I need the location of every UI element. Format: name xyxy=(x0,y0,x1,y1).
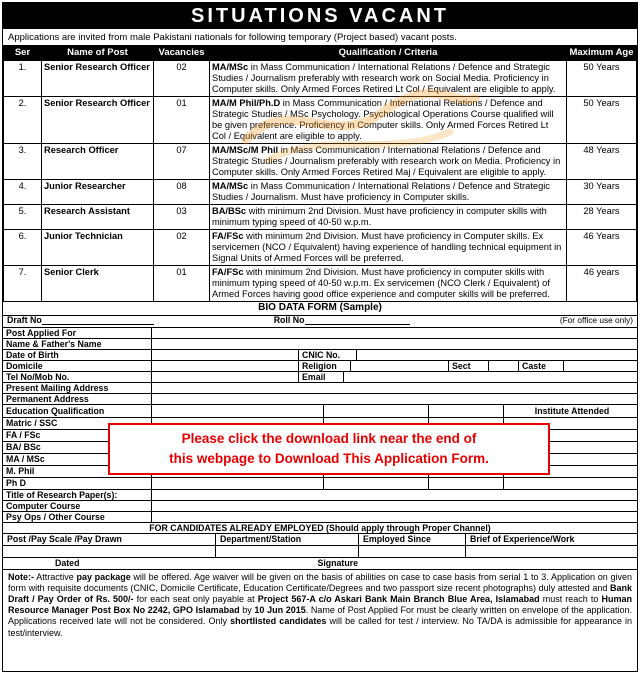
ba-bsc-label: BA/ BSc xyxy=(6,441,41,452)
phd-cell xyxy=(151,478,323,489)
cnic-field xyxy=(356,350,637,360)
sect-field xyxy=(488,361,518,371)
post-name-cell: Senior Clerk xyxy=(42,265,154,301)
qualification-cell xyxy=(210,144,567,180)
roll-no-line xyxy=(305,318,410,325)
form-row-tel-email xyxy=(3,371,637,382)
phd-label: Ph D xyxy=(6,477,27,488)
email-field xyxy=(343,372,637,382)
ser-cell: 5. xyxy=(4,205,42,230)
email-label: Email xyxy=(298,372,343,382)
download-notice-line2: this webpage to Download This Application Form. xyxy=(169,451,489,466)
phd-cell xyxy=(503,478,637,489)
research-papers-field xyxy=(151,490,637,500)
ser-cell: 4. xyxy=(4,180,42,205)
qualification-text: in Mass Communication / International Relations / Defence and Strategic Studies / Journalism preferably with research work on Social Media. Proficiency in Computer skills. Only Armed Forces Retired Lt Col / Equivalent are eligible to apply. xyxy=(212,62,556,95)
advert-page xyxy=(2,2,638,672)
ser-cell: 2. xyxy=(4,97,42,144)
form-row-permanent-address xyxy=(3,393,637,404)
max-age-cell: 46 Years xyxy=(567,230,637,266)
qualification-degrees: BA/BSc xyxy=(212,206,247,217)
post-name-cell: Senior Research Officer xyxy=(42,61,154,97)
employed-blank-cell xyxy=(3,546,215,557)
qualification-cell xyxy=(210,265,567,301)
qualification-degrees: MA/MSc xyxy=(212,181,249,192)
computer-course-field xyxy=(151,501,637,511)
qualification-degrees: MA/MSc xyxy=(212,62,249,73)
qualification-cell xyxy=(210,97,567,144)
permanent-address-label: Permanent Address xyxy=(6,393,89,404)
vacancies-cell: 02 xyxy=(154,61,210,97)
job-row xyxy=(4,230,637,266)
post-name-cell: Junior Researcher xyxy=(42,180,154,205)
job-row xyxy=(4,97,637,144)
vacancies-cell: 08 xyxy=(154,180,210,205)
max-age-cell: 50 Years xyxy=(567,97,637,144)
post-applied-label: Post Applied For xyxy=(6,327,77,338)
form-row-phd xyxy=(3,477,637,489)
education-qualification-label: Education Qualification xyxy=(6,405,105,416)
psyops-course-label: Psy Ops / Other Course xyxy=(6,511,105,522)
table-header-row xyxy=(4,46,637,61)
emp-col-department-label: Department/Station xyxy=(215,534,358,545)
form-title: BIO DATA FORM (Sample) xyxy=(258,301,382,313)
education-header-cell xyxy=(151,405,323,417)
job-row xyxy=(4,144,637,180)
emp-col-post-pay-label: Post /Pay Scale /Pay Drawn xyxy=(7,533,122,544)
post-name-cell: Research Officer xyxy=(42,144,154,180)
draft-no-label: Draft No xyxy=(7,314,42,325)
job-row xyxy=(4,265,637,301)
cnic-label: CNIC No. xyxy=(298,350,356,360)
caste-label: Caste xyxy=(518,361,563,371)
ser-cell: 3. xyxy=(4,144,42,180)
intro-text: Applications are invited from male Pakistani nationals for following temporary (Project based) vacant posts. xyxy=(8,32,457,43)
signature-label: Signature xyxy=(317,558,359,569)
col-header-max-age: Maximum Age xyxy=(567,46,637,61)
draft-no-line xyxy=(42,318,154,325)
qualification-text: in Mass Communication / International Relations / Defence and Strategic Studies / Journalism preferably with research work on Media. Proficiency in Computer skills. Only Armed Forces Retired Maj / Equivalent are eligible to apply. xyxy=(212,145,561,178)
dob-label: Date of Birth xyxy=(6,349,59,360)
form-row-dated-signature xyxy=(3,557,637,570)
present-address-label: Present Mailing Address xyxy=(6,382,109,393)
psyops-course-field xyxy=(151,512,637,522)
employed-blank-cell xyxy=(358,546,465,557)
research-papers-label: Title of Research Paper(s): xyxy=(6,489,118,500)
emp-col-experience-label: Brief of Experience/Work xyxy=(465,534,637,545)
form-row-computer-course xyxy=(3,500,637,511)
download-notice xyxy=(108,423,550,475)
form-row-employed-header xyxy=(3,522,637,533)
phd-cell xyxy=(428,478,503,489)
religion-label: Religion xyxy=(298,361,350,371)
form-row-dob-cnic xyxy=(3,349,637,360)
tel-field xyxy=(151,372,298,382)
col-header-qualification: Qualification / Criteria xyxy=(210,46,567,61)
job-row xyxy=(4,205,637,230)
office-use-label: (For office use only) xyxy=(559,314,633,325)
form-row-post-applied xyxy=(3,327,637,338)
qualification-degrees: MA/MSc/M Phil xyxy=(212,145,279,156)
qualification-text: with minimum 2nd Division. Must have proficiency in computer skills with minimum typing speed of 40-50 w.p.m. Ex servicemen (NCO Clerk / Equivalent) of Armed Forces having good office experience and computer skills will be preferred. xyxy=(212,266,550,299)
qualification-cell xyxy=(210,180,567,205)
roll-no-label: Roll No xyxy=(273,314,305,325)
jobs-table xyxy=(3,45,637,302)
qualification-degrees: MA/M Phil/Ph.D xyxy=(212,98,281,109)
qualification-cell xyxy=(210,61,567,97)
sect-label: Sect xyxy=(448,361,488,371)
post-name-cell: Senior Research Officer xyxy=(42,97,154,144)
vacancies-cell: 03 xyxy=(154,205,210,230)
form-row-name-father xyxy=(3,338,637,349)
job-row xyxy=(4,180,637,205)
form-title-row xyxy=(3,302,637,315)
page-title: SITUATIONS VACANT xyxy=(190,4,450,27)
employed-blank-cell xyxy=(215,546,358,557)
mphil-label: M. Phil xyxy=(6,465,35,476)
qualification-text: in Mass Communication / International Relations / Defence and Strategic Studies / Journalism. Must have proficiency in Computer skills. xyxy=(212,181,550,203)
download-notice-line1: Please click the download link near the end of xyxy=(181,431,477,447)
qualification-degrees: FA/FSc xyxy=(212,266,244,277)
computer-course-label: Computer Course xyxy=(6,500,81,511)
form-row-psyops-course xyxy=(3,511,637,522)
page-title-bar xyxy=(3,3,637,29)
education-header-cell xyxy=(323,405,428,417)
religion-field xyxy=(350,361,448,371)
post-name-cell: Junior Technician xyxy=(42,230,154,266)
present-address-field xyxy=(151,383,637,393)
qualification-cell xyxy=(210,205,567,230)
ser-cell: 1. xyxy=(4,61,42,97)
col-header-post: Name of Post xyxy=(42,46,154,61)
ser-cell: 6. xyxy=(4,230,42,266)
qualification-degrees: FA/FSc xyxy=(212,231,244,241)
vacancies-cell: 07 xyxy=(154,144,210,180)
form-row-education-header xyxy=(3,404,637,417)
form-row-employed-columns xyxy=(3,533,637,545)
qualification-text: with minimum 2nd Division. Must have proficiency in Computer skills. Ex servicemen (NCO / Equivalent) having experience of handling technical equipment in Signal Units of Armed Forces will be preferred. xyxy=(212,231,562,263)
note-text: Note:- Attractive pay package will be offered. Age waiver will be given on the basis of abilities on case to case basis from serial 1 to 3. Application on given form with requisite documents (CNIC, Domicile Certificate, Education Certificate/Degrees and two passport size recent photographs) duly attested and Bank Draft / Pay Order of Rs. 500/- for each seat only payable at Project 567-A c/o Askari Bank Main Branch Blue Area, Islamabad must reach to Human Resource Manager Post Box No 2242, GPO Islamabad by 10 Jun 2015. Name of Post Applied For must be clearly written on envelope of the application. Applications received late will not be considered. Only shortlisted candidates will be called for test / interview. No TA/DA is admissible for appearance in test/interview. xyxy=(8,571,633,638)
qualification-cell xyxy=(210,230,567,266)
form-row-draft-roll xyxy=(3,315,637,327)
employed-header-label: FOR CANDIDATES ALREADY EMPLOYED (Should apply through Proper Channel) xyxy=(149,522,491,533)
form-row-domicile xyxy=(3,360,637,371)
max-age-cell: 28 Years xyxy=(567,205,637,230)
qualification-text: in Mass Communication / International Relations / Defence and Strategic Studies / MSc Psychology. Psychological Operations Course qualified will be given preference. Proficiency in Computer skills. Only Armed Forces Retired Lt Col / Equivalent are eligible to apply. xyxy=(212,98,554,142)
vacancies-cell: 01 xyxy=(154,97,210,144)
vacancies-cell: 01 xyxy=(154,265,210,301)
form-row-present-address xyxy=(3,382,637,393)
tel-label: Tel No/Mob No. xyxy=(6,371,70,382)
phd-cell xyxy=(323,478,428,489)
max-age-cell: 30 Years xyxy=(567,180,637,205)
max-age-cell: 48 Years xyxy=(567,144,637,180)
max-age-cell: 46 years xyxy=(567,265,637,301)
vacancies-cell: 02 xyxy=(154,230,210,266)
matric-label: Matric / SSC xyxy=(6,417,58,428)
post-name-cell: Research Assistant xyxy=(42,205,154,230)
name-father-label: Name & Father's Name xyxy=(6,338,102,349)
permanent-address-field xyxy=(151,394,637,404)
employed-blank-cell xyxy=(465,546,637,557)
institute-attended-label: Institute Attended xyxy=(503,405,637,417)
emp-col-employed-since-label: Employed Since xyxy=(358,534,465,545)
domicile-label: Domicile xyxy=(6,360,43,371)
col-header-vacancies: Vacancies xyxy=(154,46,210,61)
name-father-field xyxy=(151,339,637,349)
post-applied-field xyxy=(151,328,637,338)
fa-fsc-label: FA / FSc xyxy=(6,429,41,440)
domicile-field xyxy=(151,361,298,371)
caste-field xyxy=(563,361,637,371)
form-row-employed-blank xyxy=(3,545,637,557)
education-header-cell xyxy=(428,405,503,417)
job-row xyxy=(4,61,637,97)
ma-msc-label: MA / MSc xyxy=(6,453,45,464)
ser-cell: 7. xyxy=(4,265,42,301)
max-age-cell: 50 Years xyxy=(567,61,637,97)
qualification-text: with minimum 2nd Division. Must have proficiency in computer skills with minimum typing speed of 40-50 w.p.m. xyxy=(212,206,547,228)
col-header-ser: Ser xyxy=(4,46,42,61)
dated-label: Dated xyxy=(55,558,80,569)
dob-field xyxy=(151,350,298,360)
form-row-research-papers xyxy=(3,489,637,500)
